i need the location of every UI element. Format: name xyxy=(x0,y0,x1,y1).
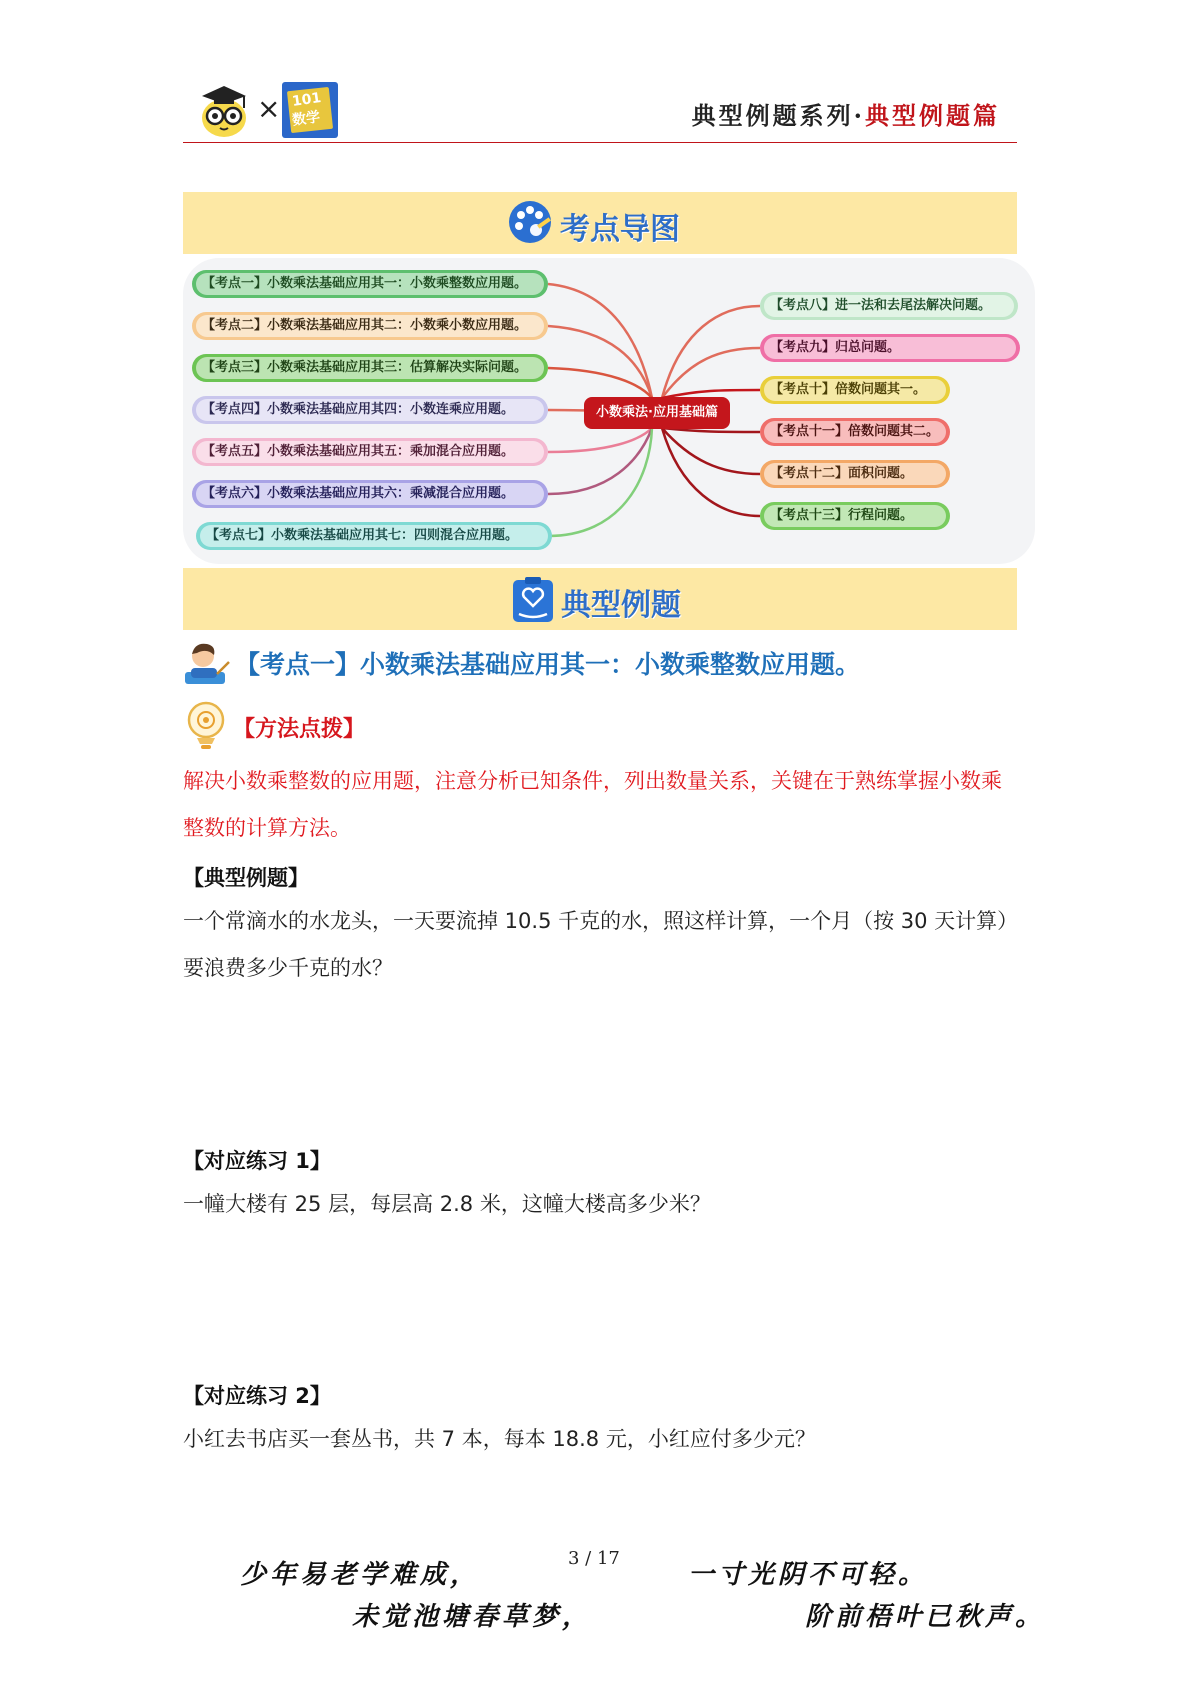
mindmap-node-label: 【考点十三】行程问题。 xyxy=(770,508,914,523)
mindmap-center-node: 小数乘法·应用基础篇 xyxy=(584,397,730,429)
mindmap-node-label: 【考点九】归总问题。 xyxy=(770,340,901,355)
mindmap-node-right xyxy=(760,376,950,404)
practice1-label: 【对应练习 1】 xyxy=(183,1149,331,1173)
example-text: 一个常滴水的水龙头，一天要流掉 10.5 千克的水，照这样计算，一个月（按 30 天计算）要浪费多少千克的水？ xyxy=(183,909,1008,980)
mindmap-node-left xyxy=(192,270,548,298)
mindmap-node-label: 【考点十一】倍数问题其二。 xyxy=(770,424,940,439)
mindmap-node-right xyxy=(760,334,1020,362)
practice2-label: 【对应练习 2】 xyxy=(183,1384,331,1408)
mindmap-node-left xyxy=(192,312,548,340)
mindmap-node-label: 【考点五】小数乘法基础应用其五：乘加混合应用题。 xyxy=(202,444,515,459)
examples-section-title: 典型例题 xyxy=(561,588,681,623)
mindmap-node-label: 【考点六】小数乘法基础应用其六：乘减混合应用题。 xyxy=(202,486,515,501)
mindmap-node-label: 【考点七】小数乘法基础应用其七：四则混合应用题。 xyxy=(206,528,519,543)
mindmap-node-right xyxy=(760,460,950,488)
topic-title: 【考点一】小数乘法基础应用其一：小数乘整数应用题。 xyxy=(235,650,861,679)
mindmap-node-label: 【考点三】小数乘法基础应用其三：估算解决实际问题。 xyxy=(202,360,528,375)
method-text: 解决小数乘整数的应用题，注意分析已知条件，列出数量关系，关键在于熟练掌握小数乘整数的计算方法。 xyxy=(183,769,1002,840)
mindmap-node-left xyxy=(192,396,548,424)
mindmap-node-right xyxy=(760,292,1018,320)
mindmap-node-label: 【考点一】小数乘法基础应用其一：小数乘整数应用题。 xyxy=(202,276,528,291)
lightbulb-icon xyxy=(184,700,228,752)
mindmap-node-left xyxy=(192,438,548,466)
header-title-series: 典型例题系列· xyxy=(691,101,865,130)
footer-poem-line2-left: 未觉池塘春草梦， xyxy=(352,1602,593,1632)
mindmap-node-left xyxy=(196,522,552,550)
header-title-chapter: 典型例题篇 xyxy=(865,101,1000,130)
page-number: 3 / 17 xyxy=(568,1548,620,1569)
mindmap-node-right xyxy=(760,418,950,446)
logo-math-text: 数学 xyxy=(291,109,322,129)
footer-poem-line1-left: 少年易老学难成， xyxy=(240,1560,481,1590)
mindmap-node-right xyxy=(760,502,950,530)
method-title: 【方法点拨】 xyxy=(233,717,366,742)
footer-poem-line1-right: 一寸光阴不可轻。 xyxy=(688,1560,929,1590)
mindmap-node-label: 【考点四】小数乘法基础应用其四：小数连乘应用题。 xyxy=(202,402,515,417)
student-icon xyxy=(183,638,231,690)
mindmap-node-label: 【考点十二】面积问题。 xyxy=(770,466,914,481)
mindmap-node-label: 【考点八】进一法和去尾法解决问题。 xyxy=(770,298,992,313)
logo-101-text: 101 xyxy=(291,90,323,110)
mindmap-node-left xyxy=(192,354,548,382)
example-label: 【典型例题】 xyxy=(183,866,309,890)
clipboard-heart-icon xyxy=(510,576,554,620)
mindmap-node-label: 【考点十】倍数问题其一。 xyxy=(770,382,927,397)
mindmap-section-title: 考点导图 xyxy=(560,212,680,247)
mindmap-node-label: 【考点二】小数乘法基础应用其二：小数乘小数应用题。 xyxy=(202,318,528,333)
mindmap-node-left xyxy=(192,480,548,508)
practice2-text: 小红去书店买一套丛书，共 7 本，每本 18.8 元，小红应付多少元？ xyxy=(183,1427,816,1451)
logo-times-sign: × xyxy=(257,92,281,125)
footer-poem-line2-right: 阶前梧叶已秋声。 xyxy=(805,1602,1046,1632)
practice1-text: 一幢大楼有 25 层，每层高 2.8 米，这幢大楼高多少米？ xyxy=(183,1192,711,1216)
